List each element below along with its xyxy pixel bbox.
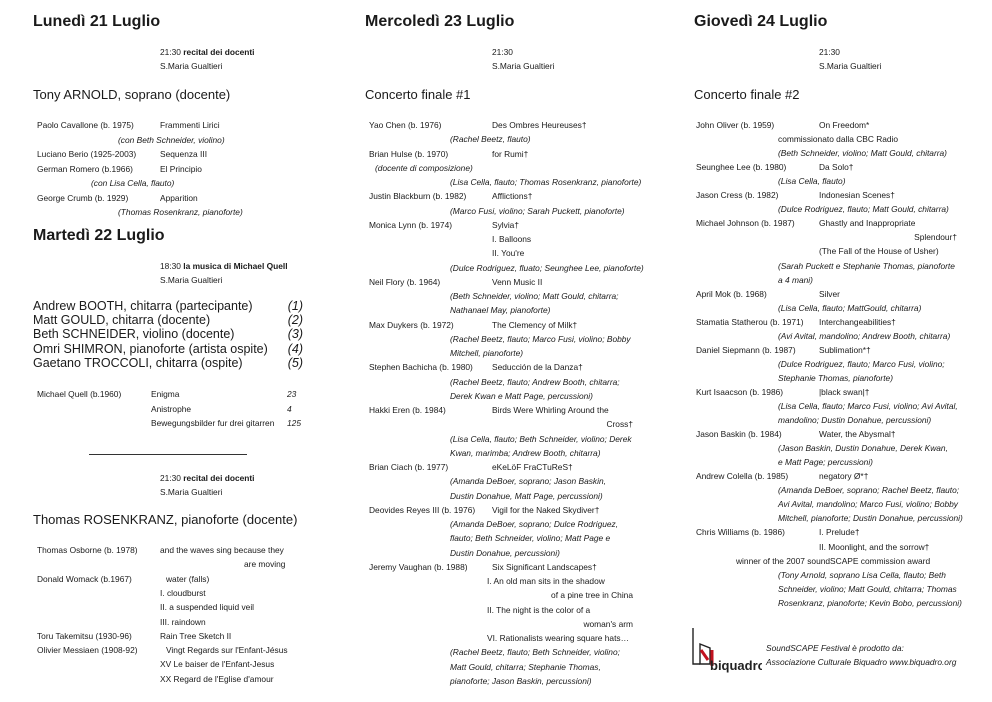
composer: Donald Womack (b.1967) [37, 573, 132, 584]
work-number: 125 [287, 418, 301, 428]
performer-note: (Dulce Rodriguez, flauto; Marco Fusi, violino; [778, 358, 945, 369]
work-note: winner of the 2007 soundSCAPE commission award [736, 555, 931, 566]
composer: Yao Chen (b. 1976) [369, 120, 442, 130]
performer-note: (con Lisa Cella, flauto) [91, 178, 175, 188]
work-title: II. Moonlight, and the sorrow† [819, 541, 930, 552]
composer: Brian Hulse (b. 1970) [369, 148, 449, 159]
composer: Justin Blackburn (b. 1982) [369, 191, 467, 202]
performer-note: (con Beth Schneider, violino) [118, 134, 225, 145]
performer-name: Gaetano TROCCOLI, chitarra (ospite) [33, 355, 243, 370]
work-title: On Freedom* [819, 120, 870, 130]
section-heading: Thomas ROSENKRANZ, pianoforte (docente) [33, 512, 298, 527]
work-title: Da Solo† [819, 162, 854, 173]
work-line: water (falls) [166, 573, 210, 584]
performer-note: Mitchell, pianoforte; Dustin Donahue, percussioni) [778, 513, 963, 524]
performer-row [33, 356, 303, 370]
performer-note: Matt Gould, chitarra; Stephanie Thomas, [450, 661, 601, 672]
work-line: Cross† [606, 419, 633, 430]
venue-info [160, 472, 255, 499]
work-title: I. Prelude† [819, 527, 860, 538]
work-title: Enigma [151, 389, 180, 399]
work-title: Ghastly and Inappropriate [819, 218, 916, 229]
composer: Jeremy Vaughan (b. 1988) [369, 561, 468, 572]
work-number: 23 [287, 389, 297, 399]
work-line: XX Regard de l'Eglise d'amour [160, 673, 274, 684]
performer-note: e Matt Page; percussioni) [778, 457, 873, 468]
performer-note: pianoforte; Jason Baskin, percussioni) [450, 675, 592, 686]
venue-info [819, 46, 881, 73]
composer: Max Duykers (b. 1972) [369, 319, 454, 330]
performer-note: (Rachel Beetz, flauto; Marco Fusi, violino; Bobby [450, 333, 631, 344]
performer-note: (Marco Fusi, violino; Sarah Puckett, pianoforte) [450, 205, 625, 216]
section-heading: Concerto finale #1 [365, 87, 471, 102]
performer-name: Omri SHIMRON, pianoforte (artista ospite) [33, 341, 268, 356]
venue-info [160, 46, 255, 73]
work-number: 4 [287, 403, 292, 414]
work-title: Afflictions† [492, 191, 533, 202]
performer-row [33, 327, 303, 341]
composer: Thomas Osborne (b. 1978) [37, 545, 138, 555]
column-monday-tuesday [33, 0, 333, 702]
work-line: II. a suspended liquid veil [160, 602, 255, 613]
composer: Deovides Reyes III (b. 1976) [369, 504, 476, 515]
column-thursday [694, 0, 969, 702]
performer-number: (4) [287, 341, 303, 356]
composer: Kurt Isaacson (b. 1986) [696, 386, 784, 397]
day-heading: Martedì 22 Luglio [33, 227, 165, 244]
composer: George Crumb (b. 1929) [37, 192, 129, 203]
day-heading: Mercoledì 23 Luglio [365, 13, 515, 30]
performer-note: Avi Avital, mandolino; Marco Fusi, violino; Bobby [778, 499, 958, 510]
work-title: Anistrophe [151, 403, 192, 414]
composer: Chris Williams (b. 1986) [696, 527, 785, 538]
column-wednesday [365, 0, 645, 702]
performer-note: (Rachel Beetz, flauto) [450, 134, 531, 145]
work-line: I. An old man sits in the shadow [487, 576, 605, 586]
work-title: The Clemency of Milk† [492, 319, 578, 330]
day-heading: Giovedì 24 Luglio [694, 13, 828, 30]
performer-row [33, 299, 303, 313]
work-title: negatory Ø*† [819, 471, 869, 482]
work-title: Seducción de la Danza† [492, 362, 583, 373]
work-line: III. raindown [160, 616, 206, 627]
performer-note: Mitchell, pianoforte) [450, 348, 524, 358]
performer-row [33, 342, 303, 356]
performer-number: (1) [287, 299, 303, 313]
venue-place: S.Maria Gualtieri [160, 60, 223, 71]
composer: Monica Lynn (b. 1974) [369, 219, 453, 230]
performer-note: Nathanael May, pianoforte) [450, 305, 551, 316]
biquadro-logo [690, 626, 762, 679]
work-title: for Rumi† [492, 148, 529, 159]
composer: Neil Flory (b. 1964) [369, 276, 441, 287]
performer-note: (Amanda DeBoer, soprano; Dulce Rodriguez, [450, 519, 619, 529]
work-title: Birds Were Whirling Around the [492, 405, 609, 415]
composer: John Oliver (b. 1959) [696, 120, 775, 130]
performer-number: (2) [287, 313, 303, 328]
work-title: El Principio [160, 163, 202, 174]
performer-number: (5) [287, 355, 303, 370]
divider [89, 454, 247, 455]
biquadro-logo-icon [690, 626, 762, 674]
performer-name: Matt GOULD, chitarra (docente) [33, 313, 211, 328]
work-line: Splendour† [914, 232, 957, 243]
work-line: woman's arm [583, 618, 633, 629]
work-title: Interchangeabilities† [819, 316, 896, 327]
performer-row [33, 313, 303, 327]
performer-name: Beth SCHNEIDER, violino (docente) [33, 327, 235, 342]
performer-note: (Dulce Rodriguez, fluato; Seunghee Lee, pianoforte) [450, 262, 644, 273]
composer: Jason Baskin (b. 1984) [696, 429, 782, 440]
performer-note: Stephanie Thomas, pianoforte) [778, 372, 893, 383]
performer-note: (Sarah Puckett e Stephanie Thomas, pianoforte [778, 260, 955, 271]
work-line: and the waves sing because they [160, 545, 284, 555]
performer-number: (3) [287, 327, 303, 342]
performer-note: (Tony Arnold, soprano Lisa Cella, flauto; Beth [778, 569, 946, 580]
composer: Stamatia Statherou (b. 1971) [696, 316, 804, 327]
work-title: Sylvia† [492, 219, 519, 230]
event-title: recital dei docenti [183, 47, 255, 57]
composer: Toru Takemitsu (1930-96) [37, 630, 132, 641]
composer: Luciano Berio (1925-2003) [37, 149, 137, 159]
section-heading: Concerto finale #2 [694, 87, 800, 102]
venue-place: S.Maria Gualtieri [160, 486, 223, 497]
performer-note: (Thomas Rosenkranz, pianoforte) [118, 207, 243, 217]
performer-note: a 4 mani) [778, 274, 813, 285]
composer: Michael Johnson (b. 1987) [696, 218, 795, 229]
performer-name: Andrew BOOTH, chitarra (partecipante) [33, 299, 253, 313]
composer: Jason Cress (b. 1982) [696, 190, 779, 201]
performer-note: flauto; Beth Schneider, violino; Matt Page e [450, 533, 611, 544]
venue-info [160, 260, 288, 287]
performer-note: (Amanda DeBoer, soprano; Jason Baskin, [450, 476, 606, 487]
composer: German Romero (b.1966) [37, 163, 133, 174]
performer-note: Derek Kwan e Matt Page, percussioni) [450, 390, 593, 401]
work-title: Sublimation*† [819, 344, 871, 355]
work-line: XV Le baiser de l'Enfant-Jesus [160, 659, 275, 670]
composer: Brian Ciach (b. 1977) [369, 462, 449, 472]
venue-place: S.Maria Gualtieri [492, 60, 555, 71]
event-title: la musica di Michael Quell [183, 261, 288, 271]
performer-note: (Lisa Cella, flauto) [778, 176, 846, 187]
work-line: VI. Rationalists wearing square hats… [487, 633, 629, 643]
day-heading: Lunedì 21 Luglio [33, 13, 161, 30]
composer: April Mok (b. 1968) [696, 288, 767, 299]
work-line: II. The night is the color of a [487, 604, 591, 615]
performer-note: (Dulce Rodriguez, flauto; Matt Gould, chitarra) [778, 204, 949, 215]
work-title: eKeLöF FraCTuReS† [492, 462, 573, 472]
work-title: Venn Music II [492, 276, 543, 287]
work-title: Indonesian Scenes† [819, 190, 895, 201]
composer: Andrew Colella (b. 1985) [696, 471, 789, 482]
work-title: Bewegungsbilder fur drei gitarren [151, 418, 275, 428]
performer-note: Rosenkranz, pianoforte; Kevin Bobo, percussioni) [778, 597, 962, 608]
work-title: Des Ombres Heureuses† [492, 120, 587, 130]
work-title: Frammenti Lirici [160, 120, 220, 130]
work-line: of a pine tree in China [551, 590, 633, 601]
performer-note: (Avi Avital, mandolino; Andrew Booth, chitarra) [778, 330, 951, 341]
event-title: recital dei docenti [183, 473, 255, 483]
work-title: Vigil for the Naked Skydiver† [492, 504, 600, 515]
performer-note: (Rachel Beetz, flauto; Andrew Booth, chitarra; [450, 376, 620, 387]
performer-note: (Jason Baskin, Dustin Donahue, Derek Kwan, [778, 443, 948, 454]
work-title: Silver [819, 288, 840, 299]
performer-note: Kwan, marimba; Andrew Booth, chitarra) [450, 447, 601, 458]
composer: Paolo Cavallone (b. 1975) [37, 120, 134, 130]
work-title: Sequenza III [160, 149, 208, 159]
composer: Hakki Eren (b. 1984) [369, 405, 446, 415]
work-title: (The Fall of the House of Usher) [819, 246, 939, 257]
composer: Seunghee Lee (b. 1980) [696, 162, 787, 173]
work-line: Rain Tree Sketch II [160, 630, 232, 641]
venue-place: S.Maria Gualtieri [160, 274, 223, 285]
credit-line: SoundSCAPE Festival è prodotto da: [766, 643, 904, 653]
time: 21:30 [160, 473, 181, 483]
time: 21:30 [819, 47, 840, 57]
time: 21:30 [160, 47, 181, 57]
composer: Olivier Messiaen (1908-92) [37, 645, 138, 656]
performer-note: (Amanda DeBoer, soprano; Rachel Beetz, flauto; [778, 485, 960, 496]
work-note: commissionato dalla CBC Radio [778, 134, 899, 145]
credit-line: Associazione Culturale Biquadro www.biquadro.org [766, 657, 957, 667]
performer-note: (Lisa Cella, flauto; MattGould, chitarra) [778, 302, 922, 313]
work-title: I. Balloons [492, 234, 532, 244]
work-title: Apparition [160, 192, 198, 203]
performer-note: mandolino; Dustin Donahue, percussioni) [778, 415, 932, 426]
performer-note: (Beth Schneider, violino; Matt Gould, chitarra) [778, 148, 947, 159]
performer-note: (Lisa Cella, flauto; Marco Fusi, violino; Avi Avital, [778, 401, 958, 411]
time: 18:30 [160, 261, 181, 271]
work-title: Water, the Abysmal† [819, 429, 896, 440]
performer-note: (Lisa Cella, flauto; Thomas Rosenkranz, pianoforte) [450, 177, 642, 187]
section-heading: Tony ARNOLD, soprano (docente) [33, 87, 231, 102]
venue-place: S.Maria Gualtieri [819, 60, 882, 71]
composer: Michael Quell (b.1960) [37, 389, 122, 399]
composer-note: (docente di composizione) [375, 162, 473, 173]
work-title: |black swan|† [819, 386, 870, 397]
work-line: are moving [244, 559, 286, 570]
venue-info [492, 46, 554, 73]
performer-note: (Lisa Cella, flauto; Beth Schneider, violino; Derek [450, 433, 632, 444]
performer-note: (Rachel Beetz, flauto; Beth Schneider, violino; [450, 647, 620, 658]
performer-note: (Beth Schneider, violino; Matt Gould, chitarra; [450, 291, 619, 301]
work-line: I. cloudburst [160, 587, 206, 598]
work-title: II. You're [492, 248, 525, 259]
composer: Daniel Siepmann (b. 1987) [696, 344, 796, 355]
performer-note: Schneider, violino; Matt Gould, chitarra; Thomas [778, 583, 957, 594]
performer-note: Dustin Donahue, percussioni) [450, 547, 560, 558]
work-line: Vingt Regards sur l'Enfant-Jésus [166, 645, 288, 656]
performer-note: Dustin Donahue, Matt Page, percussioni) [450, 490, 603, 501]
work-title: Six Significant Landscapes† [492, 561, 597, 572]
logo-wordmark: biquadro [710, 658, 762, 673]
time: 21:30 [492, 47, 513, 57]
composer: Stephen Bachicha (b. 1980) [369, 362, 473, 373]
